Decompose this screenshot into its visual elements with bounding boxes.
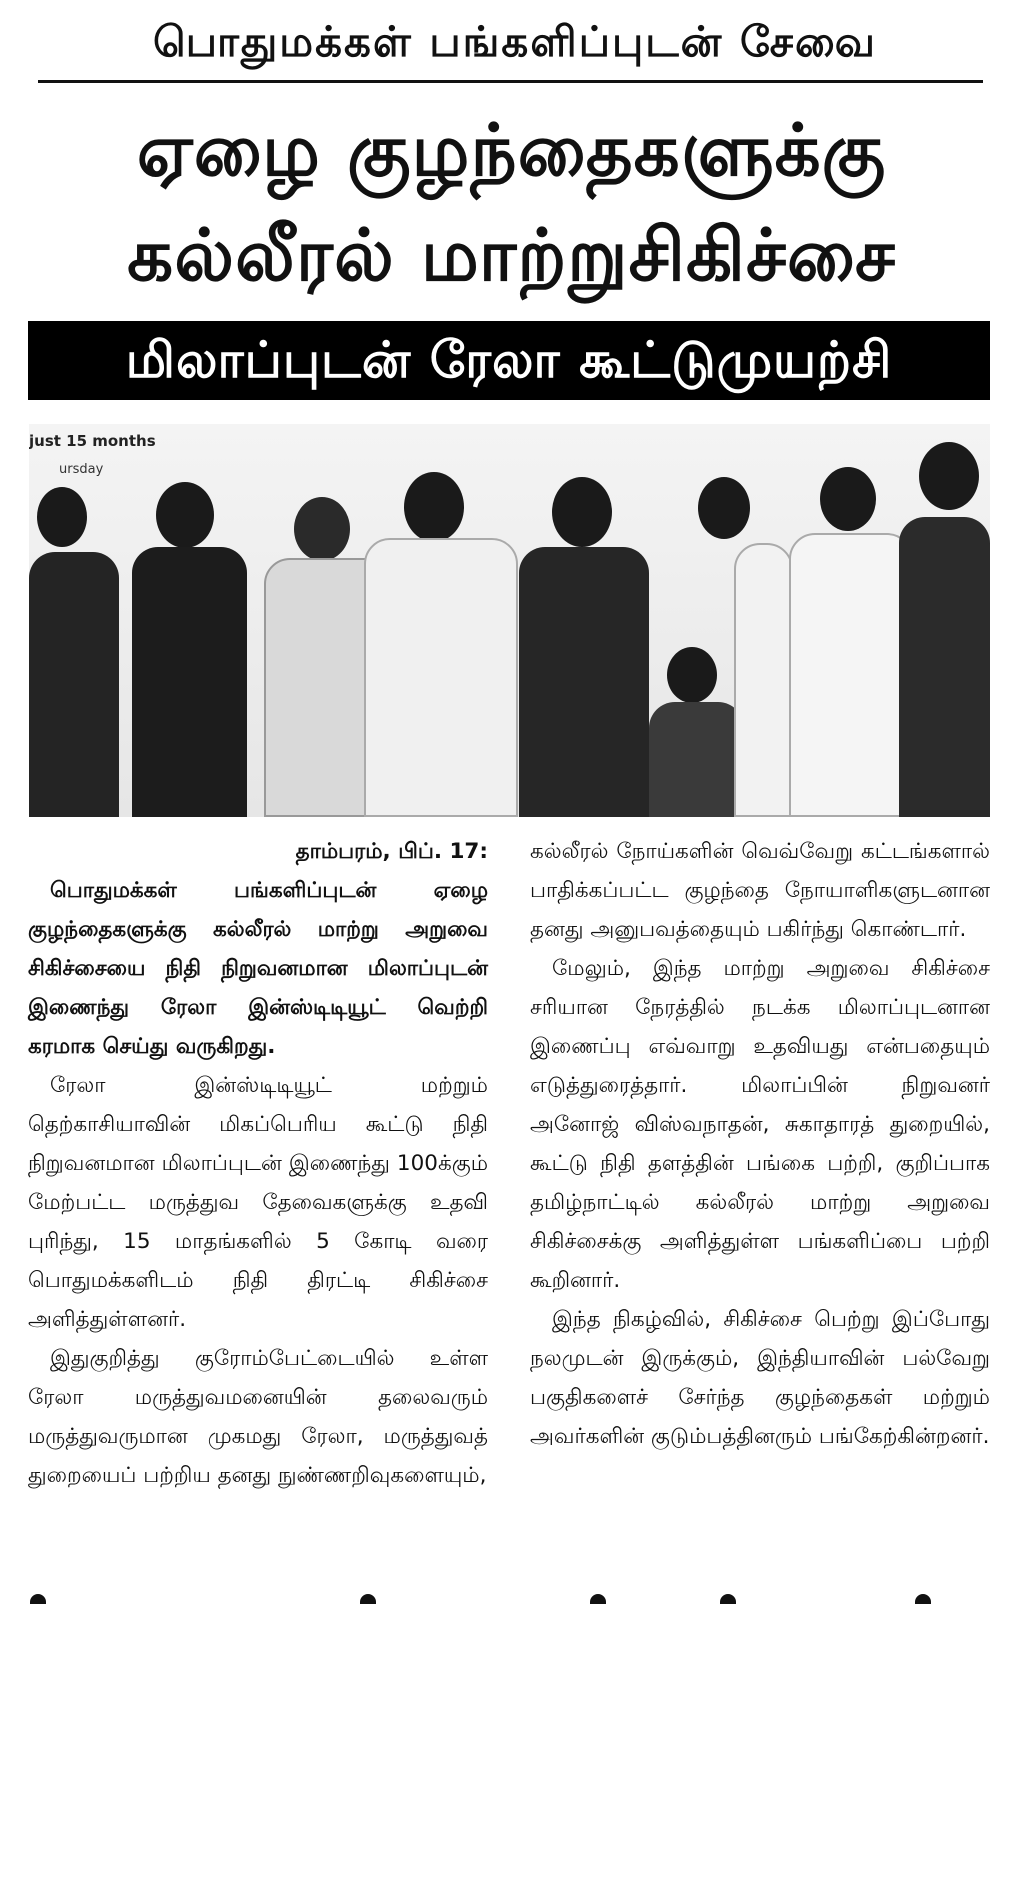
kicker-rule <box>38 80 983 83</box>
article-column-right <box>530 832 990 1456</box>
article-paragraph: மேலும், இந்த மாற்று அறுவை சிகிச்சை சரியான நேரத்தில் நடக்க மிலாப்புடனான இணைப்பு எவ்வாறு உதவியது என்பதையும் எடுத்துரைத்தார். மிலாப்பின் நிறுவனர் அனோஜ் விஸ்வநாதன், சுகாதாரத் துறையில், கூட்டு நிதி தளத்தின் பங்கை பற்றி, குறிப்பாக தமிழ்நாட்டில் கல்லீரல் மாற்று அறுவை சிகிச்சைக்கு அளித்துள்ள பங்களிப்பை பற்றி கூறினார். <box>530 956 990 1293</box>
headline-line-2: கல்லீரல் மாற்றுசிகிச்சை <box>127 213 896 297</box>
person-figure <box>124 462 254 817</box>
photo-sign-text: just 15 months <box>29 432 156 450</box>
article-column-left <box>28 832 488 1495</box>
news-photo <box>29 424 990 817</box>
clipped-text-edge <box>30 1590 990 1604</box>
person-figure <box>664 457 789 817</box>
person-figure <box>899 432 990 817</box>
article-paragraph: இதுகுறித்து குரோம்பேட்டையில் உள்ள ரேலா மருத்துவமனையின் தலைவரும் மருத்துவருமான முகமது ரேலா, மருத்துவத் துறையைப் பற்றிய தனது நுண்ணறிவுகளையும், <box>28 1346 488 1488</box>
person-figure <box>29 457 119 817</box>
photo-sign-text-2: ursday <box>59 462 104 477</box>
article-paragraph: ரேலா இன்ஸ்டிடியூட் மற்றும் தெற்காசியாவின் மிகப்பெரிய கூட்டு நிதி நிறுவனமான மிலாப்புடன் இணைந்து 100க்கும் மேற்பட்ட மருத்துவ தேவைகளுக்கு உதவி புரிந்து, 15 மாதங்களில் 5 கோடி வரை பொதுமக்களிடம் நிதி திரட்டி சிகிச்சை அளித்துள்ளனர். <box>28 1073 488 1332</box>
person-figure <box>784 452 914 817</box>
article-paragraph: பொதுமக்கள் பங்களிப்புடன் ஏழை குழந்தைகளுக்கு கல்லீரல் மாற்று அறுவை சிகிச்சையை நிதி நிறுவனமான மிலாப்புடன் இணைந்து ரேலா இன்ஸ்டிடியூட் வெற்றி கரமாக செய்து வருகிறது. <box>28 878 488 1059</box>
kicker-heading: பொதுமக்கள் பங்களிப்புடன் சேவை <box>153 17 877 66</box>
dateline: தாம்பரம், பிப். 17: <box>295 839 488 864</box>
subheading-banner: மிலாப்புடன் ரேலா கூட்டுமுயற்சி <box>28 321 990 400</box>
article-paragraph: கல்லீரல் நோய்களின் வெவ்வேறு கட்டங்களால் பாதிக்கப்பட்ட குழந்தை நோயாளிகளுடனான தனது அனுபவத்தையும் பகிர்ந்து கொண்டார். <box>530 839 990 942</box>
article-paragraph: இந்த நிகழ்வில், சிகிச்சை பெற்று இப்போது நலமுடன் இருக்கும், இந்தியாவின் பல்வேறு பகுதிகளைச் சேர்ந்த குழந்தைகள் மற்றும் அவர்களின் குடும்பத்தினரும் பங்கேற்கின்றனர். <box>530 1307 990 1449</box>
person-figure <box>359 452 519 817</box>
headline-line-1: ஏழை குழந்தைகளுக்கு <box>136 108 887 192</box>
person-figure <box>514 452 654 817</box>
